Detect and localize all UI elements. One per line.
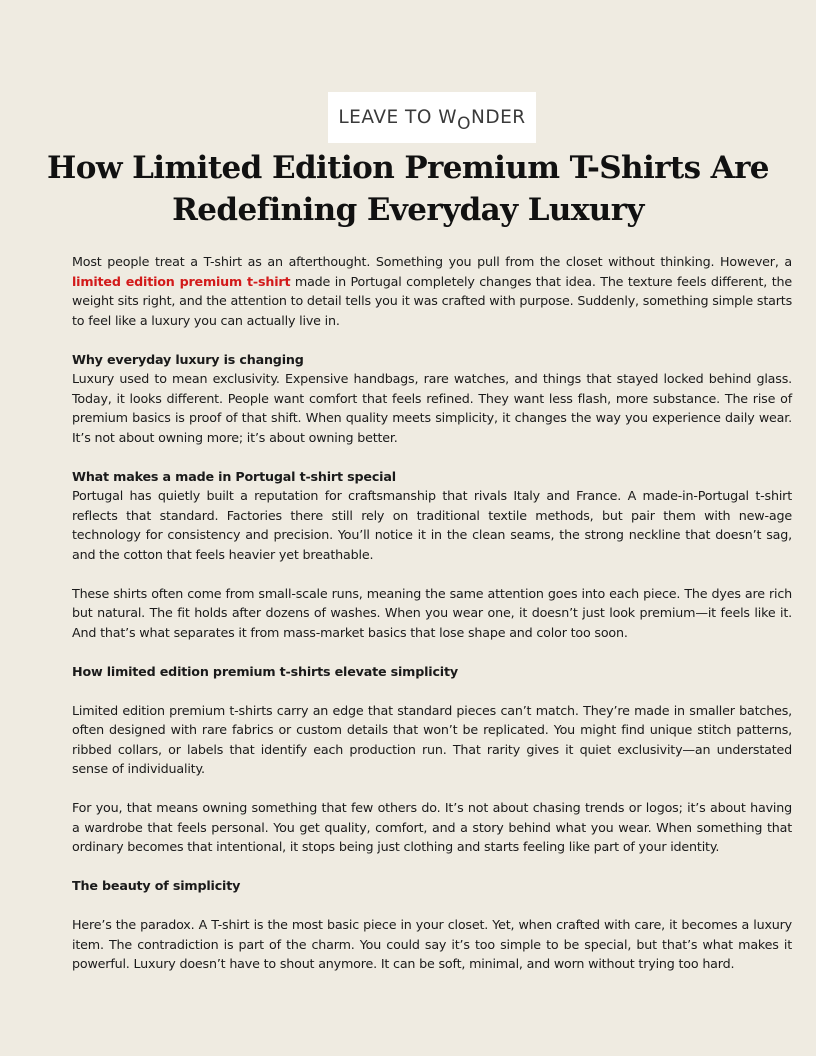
article-title: How Limited Edition Premium T-Shirts Are Redefining Everyday Luxury [47,150,769,228]
section-text-elevate: Limited edition premium t-shirts carry an edge that standard pieces can’t match. They’re made in smaller batches, often designed with rare fabrics or custom details that won’t be replicated. You might find unique stitch patterns, ribbed collars, or labels that identify each production run. That rarity gives it quiet exclusivity—an understated sense of individuality. [72,702,792,776]
section-text-portugal-2: These shirts often come from small-scale runs, meaning the same attention goes into each piece. The dyes are rich but natural. The fit holds after dozens of washes. When you wear one, it doesn’t just look premium—it feels like it. And that’s what separates it from mass-market basics that lose shape and color too soon. [72,585,792,640]
logo-part-2: O [457,114,471,134]
section-text-portugal: Portugal has quietly built a reputation for craftsmanship that rivals Italy and France. A made-in-Portugal t-shirt reflects that standard. Factories there still rely on traditional textile methods, but pair them with new-age technology for consistency and precision. You’ll notice it in the clean seams, the strong neckline that doesn’t sag, and the cotton that feels heavier yet breathable. [72,488,792,562]
section-heading-portugal: What makes a made in Portugal t-shirt special [72,468,396,484]
logo-part-1: LEAVE TO W [338,107,458,128]
intro-paragraph [72,252,792,330]
brand-logo [328,92,536,143]
article-body [72,252,792,974]
intro-text-after: made in Portugal completely changes that idea. The texture feels different, the weight sits right, and the attention to detail tells you it was crafted with purpose. Suddenly, something simple starts to feel like a luxury you can actually live in. [72,273,792,328]
product-link[interactable]: limited edition premium t-shirt [72,273,291,289]
brand-logo-text [338,107,526,134]
section-heading-why: Why everyday luxury is changing [72,351,304,367]
section-heading-elevate: How limited edition premium t-shirts elevate simplicity [72,663,458,679]
logo-part-3: NDER [470,107,526,128]
section-text-why: Luxury used to mean exclusivity. Expensive handbags, rare watches, and things that stayed locked behind glass. Today, it looks different. People want comfort that feels refined. They want less flash, more substance. The rise of premium basics is proof of that shift. When quality meets simplicity, it changes the way you experience daily wear. It’s not about owning more; it’s about owning better. [72,371,792,445]
section-text-beauty: Here’s the paradox. A T-shirt is the most basic piece in your closet. Yet, when crafted with care, it becomes a luxury item. The contradiction is part of the charm. You could say it’s too simple to be special, but that’s what makes it powerful. Luxury doesn’t have to shout anymore. It can be soft, minimal, and worn without trying too hard. [72,917,792,971]
section-heading-beauty: The beauty of simplicity [72,878,241,893]
section-text-elevate-2: For you, that means owning something that few others do. It’s not about chasing trends or logos; it’s about having a wardrobe that feels personal. You get quality, comfort, and a story behind what you wear. When something that ordinary becomes that intentional, it stops being just clothing and starts feeling like part of your identity. [72,800,792,854]
intro-text-before: Most people treat a T-shirt as an afterthought. Something you pull from the closet without thinking. However, a [72,254,792,269]
